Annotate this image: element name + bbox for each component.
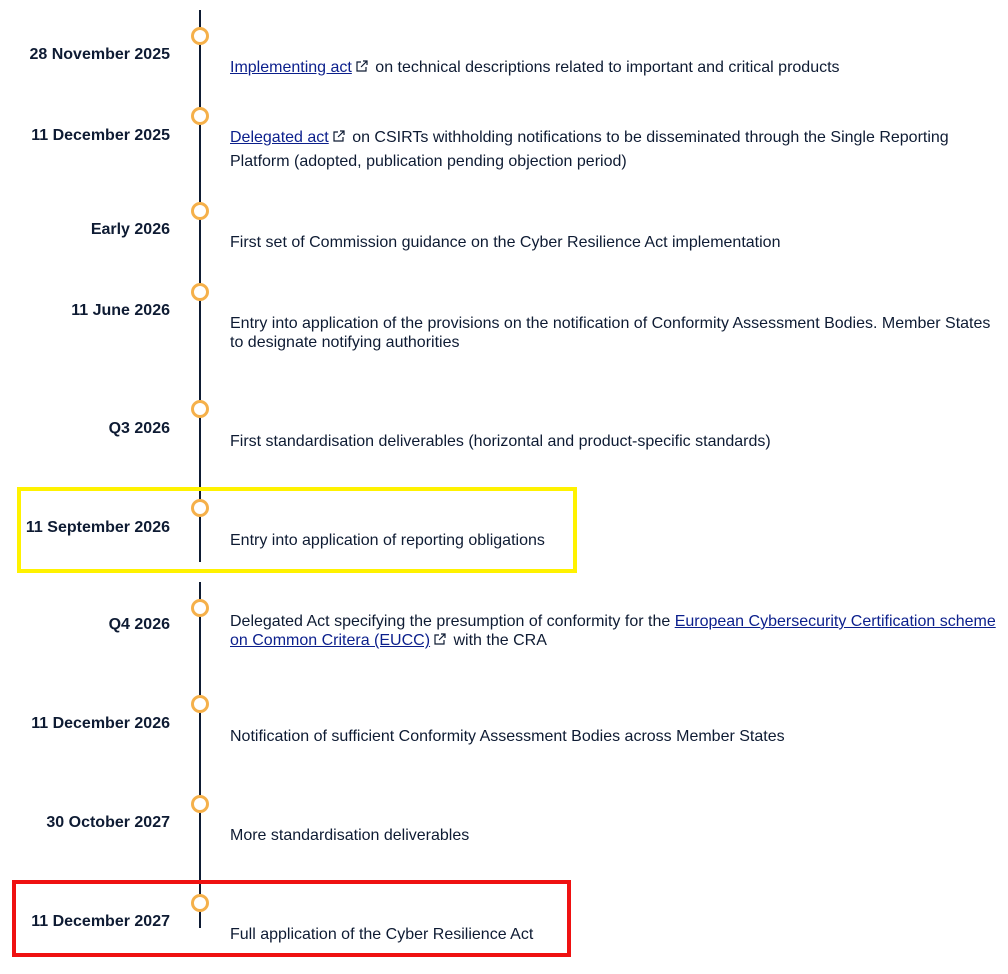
milestone-dot-icon [191,400,209,418]
entry-date: 30 October 2027 [46,814,170,831]
milestone-dot-icon [191,283,209,301]
entry-date: 28 November 2025 [29,46,170,63]
entry-date: 11 December 2027 [31,913,170,930]
entry-date: Q4 2026 [108,616,170,633]
entry-description: First standardisation deliverables (horizontal and product-specific standards) [230,433,771,450]
milestone-dot-icon [191,107,209,125]
entry-description: First set of Commission guidance on the Cyber Resilience Act implementation [230,234,781,251]
entry-text: on CSIRTs withholding notifications to be disseminated through the Single Reporting Platform (adopted, publication pending objection period) [230,129,949,170]
entry-text: on technical descriptions related to important and critical products [375,59,840,76]
entry-date: 11 December 2025 [31,127,170,144]
entry-date: 11 September 2026 [25,519,170,536]
entry-description [230,126,1000,174]
external-link-icon [332,127,346,141]
entry-text: with the CRA [453,632,547,649]
external-link-icon [433,632,447,646]
entry-description [230,612,1000,650]
entry-description: Entry into application of the provisions on the notification of Conformity Assessment Bodies. Member States to designate notifying authorities [230,315,991,351]
implementing-act-link[interactable]: Implementing act [230,59,352,76]
highlight-box-red [12,880,571,957]
eucc-link[interactable]: European Cybersecurity Certification scheme on Common Critera (EUCC) [230,613,996,649]
timeline-line [199,582,201,928]
entry-date: 11 June 2026 [71,302,170,319]
entry-description: Full application of the Cyber Resilience Act [230,926,534,943]
entry-description: Notification of sufficient Conformity Assessment Bodies across Member States [230,728,785,745]
entry-text: Delegated Act specifying the presumption of conformity for the [230,613,671,630]
entry-description: Entry into application of reporting obligations [230,532,545,549]
entry-date: 11 December 2026 [31,715,170,732]
milestone-dot-icon [191,202,209,220]
milestone-dot-icon [191,27,209,45]
highlight-box-yellow [17,487,577,573]
milestone-dot-icon [191,795,209,813]
entry-date: Early 2026 [90,221,170,238]
external-link-icon [355,59,369,73]
delegated-act-link[interactable]: Delegated act [230,129,329,146]
entry-description: More standardisation deliverables [230,827,470,844]
milestone-dot-icon [191,599,209,617]
milestone-dot-icon [191,695,209,713]
entry-description [230,58,1000,77]
entry-date: Q3 2026 [108,420,170,437]
